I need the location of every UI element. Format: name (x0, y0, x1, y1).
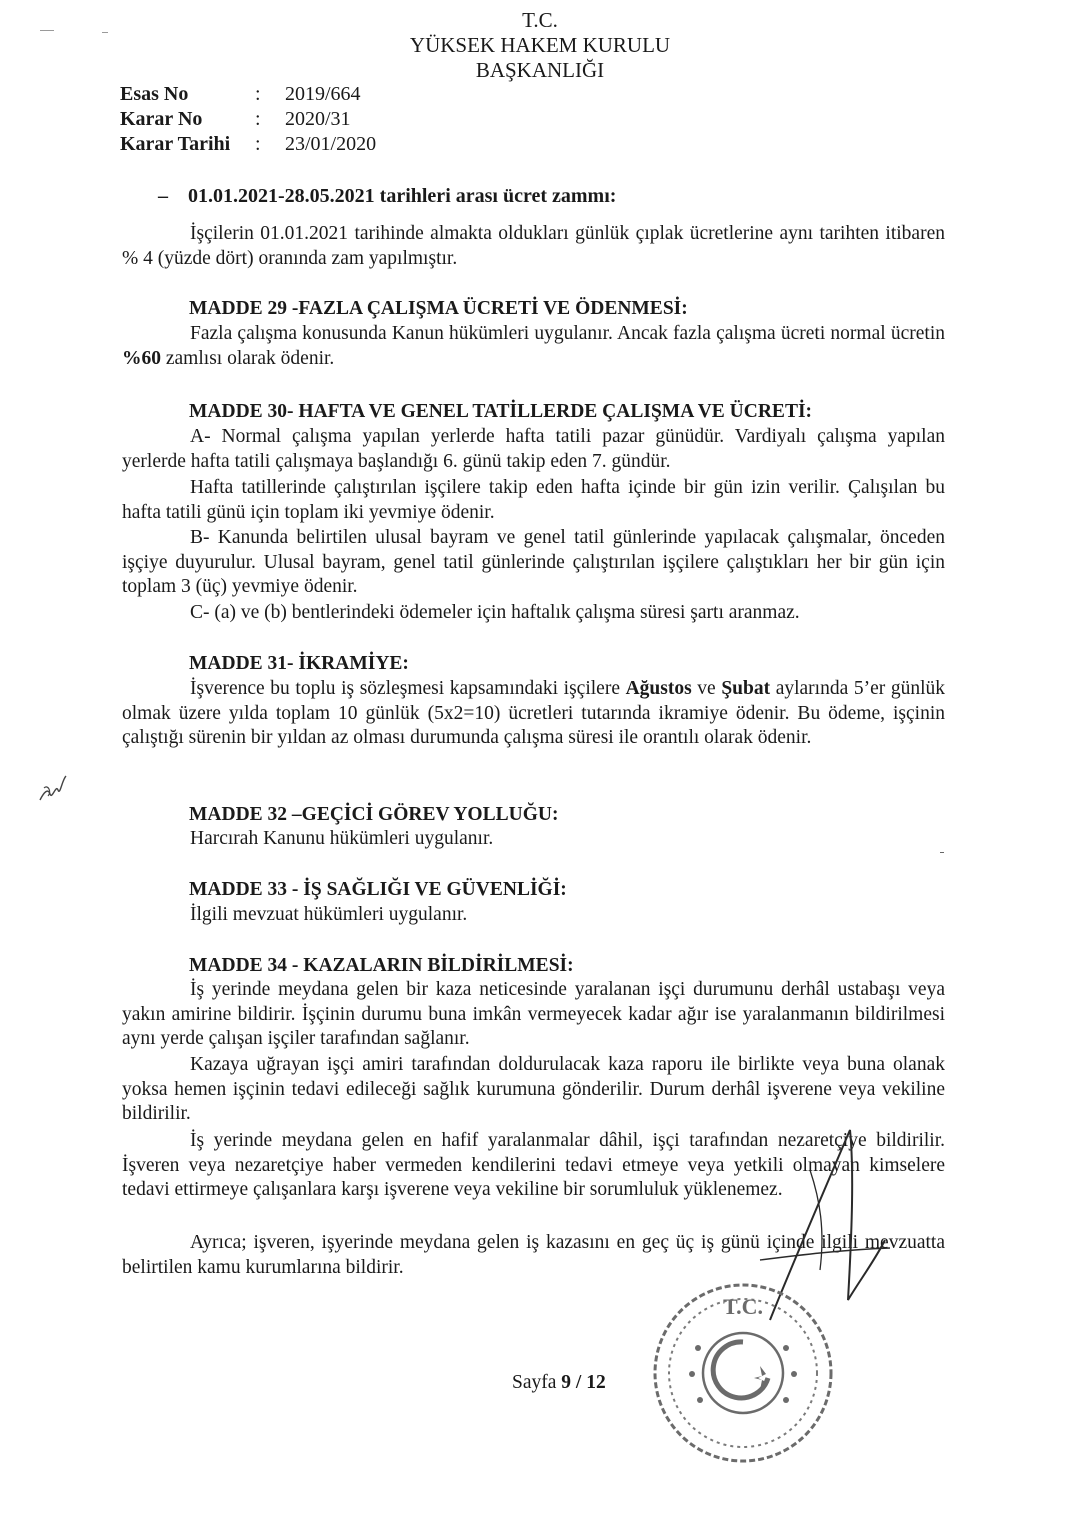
official-seal (648, 1278, 838, 1473)
article-30-paragraph-holiday: Hafta tatillerinde çalıştırılan işçilere takip eden hafta içinde bir gün izin verilir. Çalışılan bu hafta tatili günü için toplam iki yevmiye ödenir. (122, 477, 945, 523)
article-30-paragraph-a: A- Normal çalışma yapılan yerlerde hafta tatili pazar günüdür. Vardiyalı çalışma yapılan yerlerde hafta tatili çalışmaya başlandığı 6. günü takip eden 7. gündür. (122, 426, 945, 472)
article-29-paragraph (122, 322, 945, 371)
article-31-month-2: Şubat (721, 678, 771, 699)
article-31-text: İşverence bu toplu iş sözleşmesi kapsamındaki işçilere (190, 678, 626, 699)
scan-mark (940, 852, 944, 853)
article-33-heading: MADDE 33 - İŞ SAĞLIĞI VE GÜVENLİĞİ: (189, 879, 567, 900)
raise-section-heading (158, 185, 616, 208)
article-30-heading: MADDE 30- HAFTA VE GENEL TATİLLERDE ÇALIŞMA VE ÜCRETİ: (189, 401, 813, 422)
seal-text: T.C. (723, 1294, 763, 1319)
meta-label: Karar No (120, 108, 203, 130)
article-31-text-end: aylarında 5’er günlük olmak üzere yılda toplam 10 günlük (5x2=10) ücretleri tutarında ikramiye ödenir. Bu ödeme, işçinin çalıştığı sürenin bir yıldan az olması durumunda çalışma süresi ile orantılı olarak ödenir. (122, 678, 945, 748)
article-34-paragraph-3: İş yerinde meydana gelen en hafif yaralanmalar dâhil, işçi tarafından nezaretçiye bildirilir. İşveren veya nezaretçiye haber vermeden kendilerini tedavi etmeye veya yetkili olmayan kimselere tedavi ettirmeye çalışanlara karşı işverene veya vekiline bir sorumluluk yüklenemez. (122, 1130, 945, 1200)
meta-row-tarih (120, 132, 376, 157)
article-32-heading: MADDE 32 –GEÇİCİ GÖREV YOLLUĞU: (189, 804, 559, 825)
article-31-text-and: ve (691, 678, 722, 699)
raise-paragraph: İşçilerin 01.01.2021 tarihinde almakta oldukları günlük çıplak ücretlerine aynı tarihten itibaren % 4 (yüzde dört) oranında zam yapılmıştır. (122, 223, 945, 269)
meta-label: Esas No (120, 83, 189, 105)
page-current: 9 (561, 1372, 572, 1393)
meta-row-karar (120, 107, 376, 132)
scan-mark (40, 30, 54, 31)
article-32-paragraph: Harcırah Kanunu hükümleri uygulanır. (190, 828, 494, 849)
meta-sep: : (255, 83, 261, 105)
heading-dash: – (158, 185, 168, 207)
scan-mark (102, 32, 108, 33)
article-29-heading: MADDE 29 -FAZLA ÇALIŞMA ÜCRETİ VE ÖDENMESİ: (189, 298, 688, 319)
article-29-text: Fazla çalışma konusunda Kanun hükümleri uygulanır. Ancak fazla çalışma ücreti normal ücretin (190, 323, 945, 344)
header-line-institution: YÜKSEK HAKEM KURULU (409, 33, 671, 57)
article-34-paragraph-4: Ayrıca; işveren, işyerinde meydana gelen iş kazasını en geç üç iş günü içinde ilgili mevzuatta belirtilen kamu kurumlarına bildirir. (122, 1232, 945, 1278)
institution-header (380, 8, 700, 83)
meta-value: 23/01/2020 (285, 133, 377, 155)
article-34-paragraph-2: Kazaya uğrayan işçi amiri tarafından doldurulacak kaza raporu ile birlikte veya buna olanak yoksa hemen işçinin tedavi edileceği sağlık kurumuna gönderilir. Durum derhâl işverene veya vekiline bildirilir. (122, 1054, 945, 1124)
page-sep: / (571, 1372, 587, 1393)
meta-label: Karar Tarihi (120, 133, 231, 155)
header-line-presidency: BAŞKANLIĞI (475, 58, 605, 82)
page-prefix: Sayfa (512, 1372, 562, 1393)
article-30-paragraph-b: B- Kanunda belirtilen ulusal bayram ve genel tatil günlerinde yapılacak çalışmalar, önceden işçiye duyurulur. Ulusal bayram, genel tatil günlerinde çalıştırılan işçilere çalıştıkları her bir gün için toplam 3 (üç) yevmiye ödenir. (122, 527, 945, 597)
meta-sep: : (255, 133, 261, 155)
case-meta (120, 82, 376, 157)
article-33-paragraph: İlgili mevzuat hükümleri uygulanır. (190, 904, 468, 925)
article-34-heading: MADDE 34 - KAZALARIN BİLDİRİLMESİ: (189, 955, 574, 976)
article-31-heading: MADDE 31- İKRAMİYE: (189, 653, 409, 674)
heading-text: 01.01.2021-28.05.2021 tarihleri arası ücret zammı: (188, 185, 617, 207)
meta-value: 2019/664 (285, 83, 361, 105)
meta-value: 2020/31 (285, 108, 351, 130)
margin-initials (36, 770, 70, 811)
article-34-paragraph-1: İş yerinde meydana gelen bir kaza neticesinde yaralanan işçi durumunu derhâl ustabaşı veya yakın amirine bildirir. İşçinin durumu buna imkân vermeyecek kadar ağır ise yaralanmanın bildirilmesi aynı yerde çalışan işçiler tarafından sağlanır. (122, 979, 945, 1049)
page-number (512, 1372, 606, 1394)
article-30-paragraph-c: C- (a) ve (b) bentlerindeki ödemeler için haftalık çalışma süresi şartı aranmaz. (190, 602, 800, 623)
article-29-rate: %60 (122, 347, 161, 369)
meta-sep: : (255, 108, 261, 130)
article-31-month-1: Ağustos (625, 678, 692, 699)
article-29-text-end: zamlısı olarak ödenir. (161, 347, 335, 369)
header-line-tc: T.C. (522, 8, 558, 32)
meta-row-esas (120, 82, 376, 107)
article-31-paragraph (122, 677, 945, 751)
page-total: 12 (586, 1372, 606, 1393)
